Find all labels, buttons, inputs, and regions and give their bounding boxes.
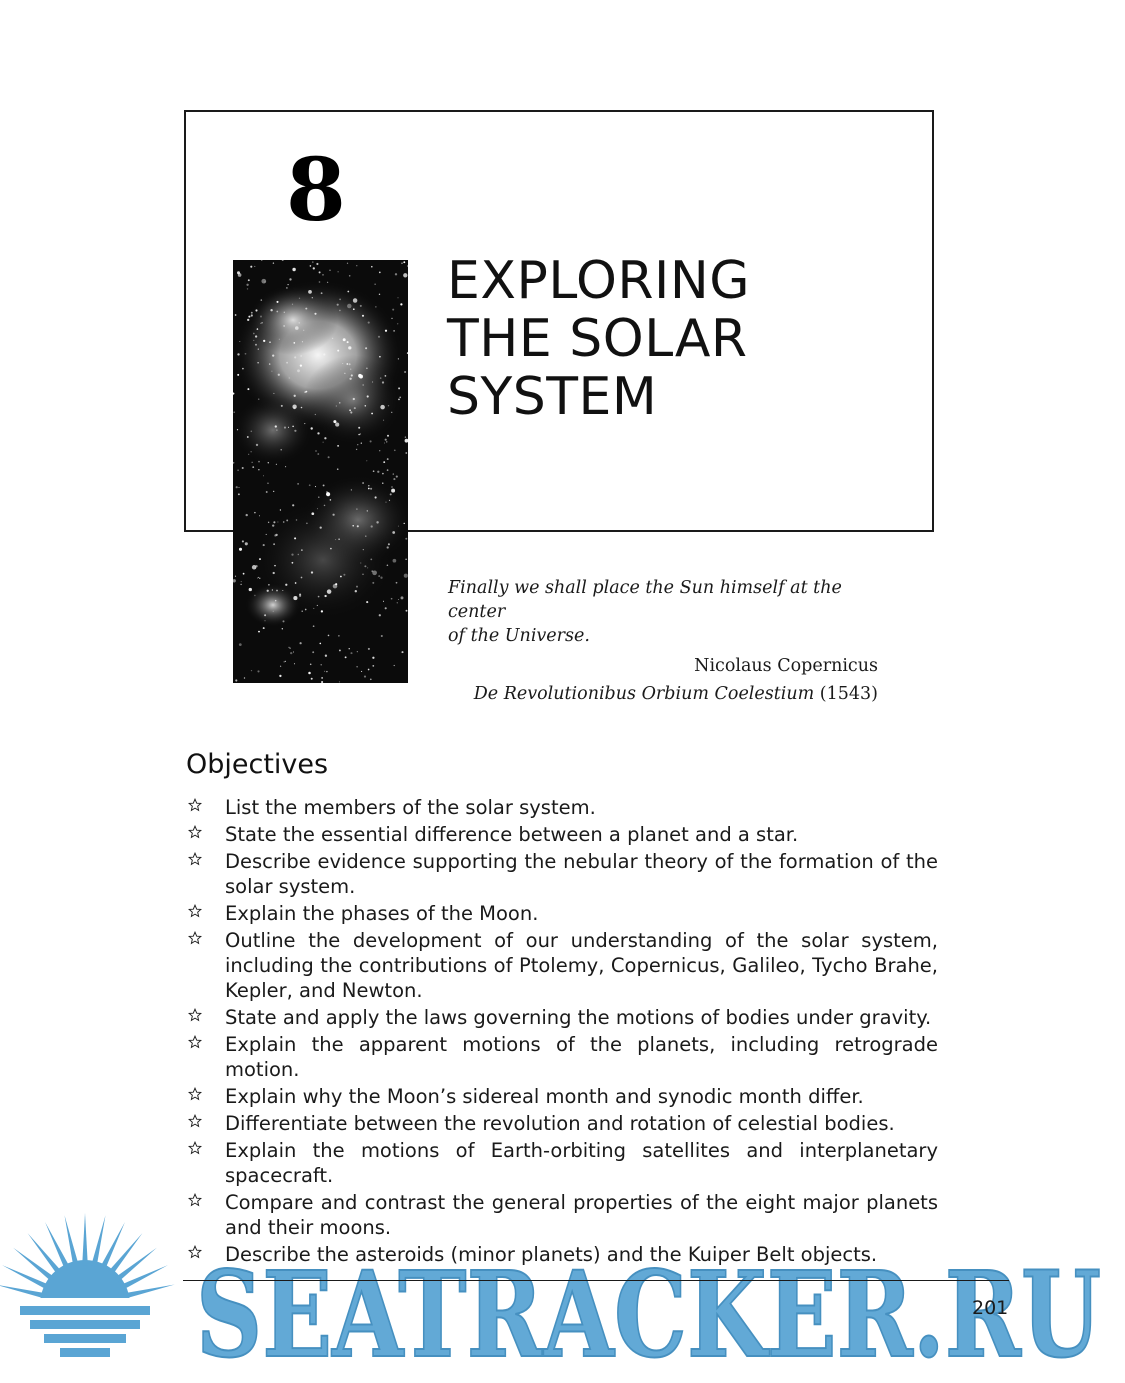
objective-text: Outline the development of our understanding of the solar system, including the contributions of Ptolemy, Copernicus, Galileo, Tycho Brahe, Kepler, and Newton. [225,929,938,1002]
star-outline-icon [188,1087,202,1101]
objective-item [186,1242,938,1267]
objective-item [186,1084,938,1109]
objective-item [186,928,938,1003]
nebula-photograph [233,260,408,683]
star-outline-icon [188,852,202,866]
epigraph-year: (1543) [814,684,878,704]
objective-text: Describe the asteroids (minor planets) and the Kuiper Belt objects. [225,1243,878,1266]
watermark-text: SEATRACKER.RU [196,1245,1101,1380]
objective-text: Explain the apparent motions of the planets, including retrograde motion. [225,1033,938,1081]
epigraph [448,576,878,706]
objective-item [186,1111,938,1136]
star-outline-icon [188,1008,202,1022]
epigraph-quote-line-2: of the Universe. [448,626,590,646]
objective-item [186,849,938,899]
epigraph-author: Nicolaus Copernicus [694,656,878,676]
star-outline-icon [188,1141,202,1155]
star-outline-icon [188,798,202,812]
objective-item [186,1032,938,1082]
chapter-title-line-3: SYSTEM [447,367,658,427]
objective-text: State the essential difference between a planet and a star. [225,823,799,846]
objectives-list [186,795,938,1269]
star-outline-icon [188,1193,202,1207]
chapter-title-line-1: EXPLORING [447,251,751,311]
chapter-number: 8 [286,140,346,241]
epigraph-work-title: De Revolutionibus Orbium Coelestium [473,684,815,704]
objective-item [186,822,938,847]
objective-item [186,1138,938,1188]
objective-text: Explain why the Moon’s sidereal month and synodic month differ. [225,1085,864,1108]
star-outline-icon [188,1114,202,1128]
chapter-title [447,252,750,426]
objective-text: Describe evidence supporting the nebular theory of the formation of the solar system. [225,850,938,898]
epigraph-source [448,682,878,706]
chapter-title-line-2: THE SOLAR [447,309,748,369]
objective-text: Explain the motions of Earth-orbiting satellites and interplanetary spacecraft. [225,1139,938,1187]
objective-text: Explain the phases of the Moon. [225,902,539,925]
objective-text: Differentiate between the revolution and rotation of celestial bodies. [225,1112,895,1135]
objective-text: State and apply the laws governing the motions of bodies under gravity. [225,1006,932,1029]
sun-rays-icon [0,1213,177,1380]
epigraph-quote-line-1: Finally we shall place the Sun himself at the center [448,578,842,622]
objectives-heading: Objectives [186,749,329,780]
page-number: 201 [972,1297,1009,1319]
footer-rule [183,1280,1009,1281]
star-outline-icon [188,931,202,945]
objective-item [186,1190,938,1240]
star-outline-icon [188,904,202,918]
objective-item [186,1005,938,1030]
star-outline-icon [188,1035,202,1049]
objective-item [186,795,938,820]
star-outline-icon [188,1245,202,1259]
objective-item [186,901,938,926]
objective-text: List the members of the solar system. [225,796,596,819]
objective-text: Compare and contrast the general properties of the eight major planets and their moons. [225,1191,938,1239]
star-outline-icon [188,825,202,839]
